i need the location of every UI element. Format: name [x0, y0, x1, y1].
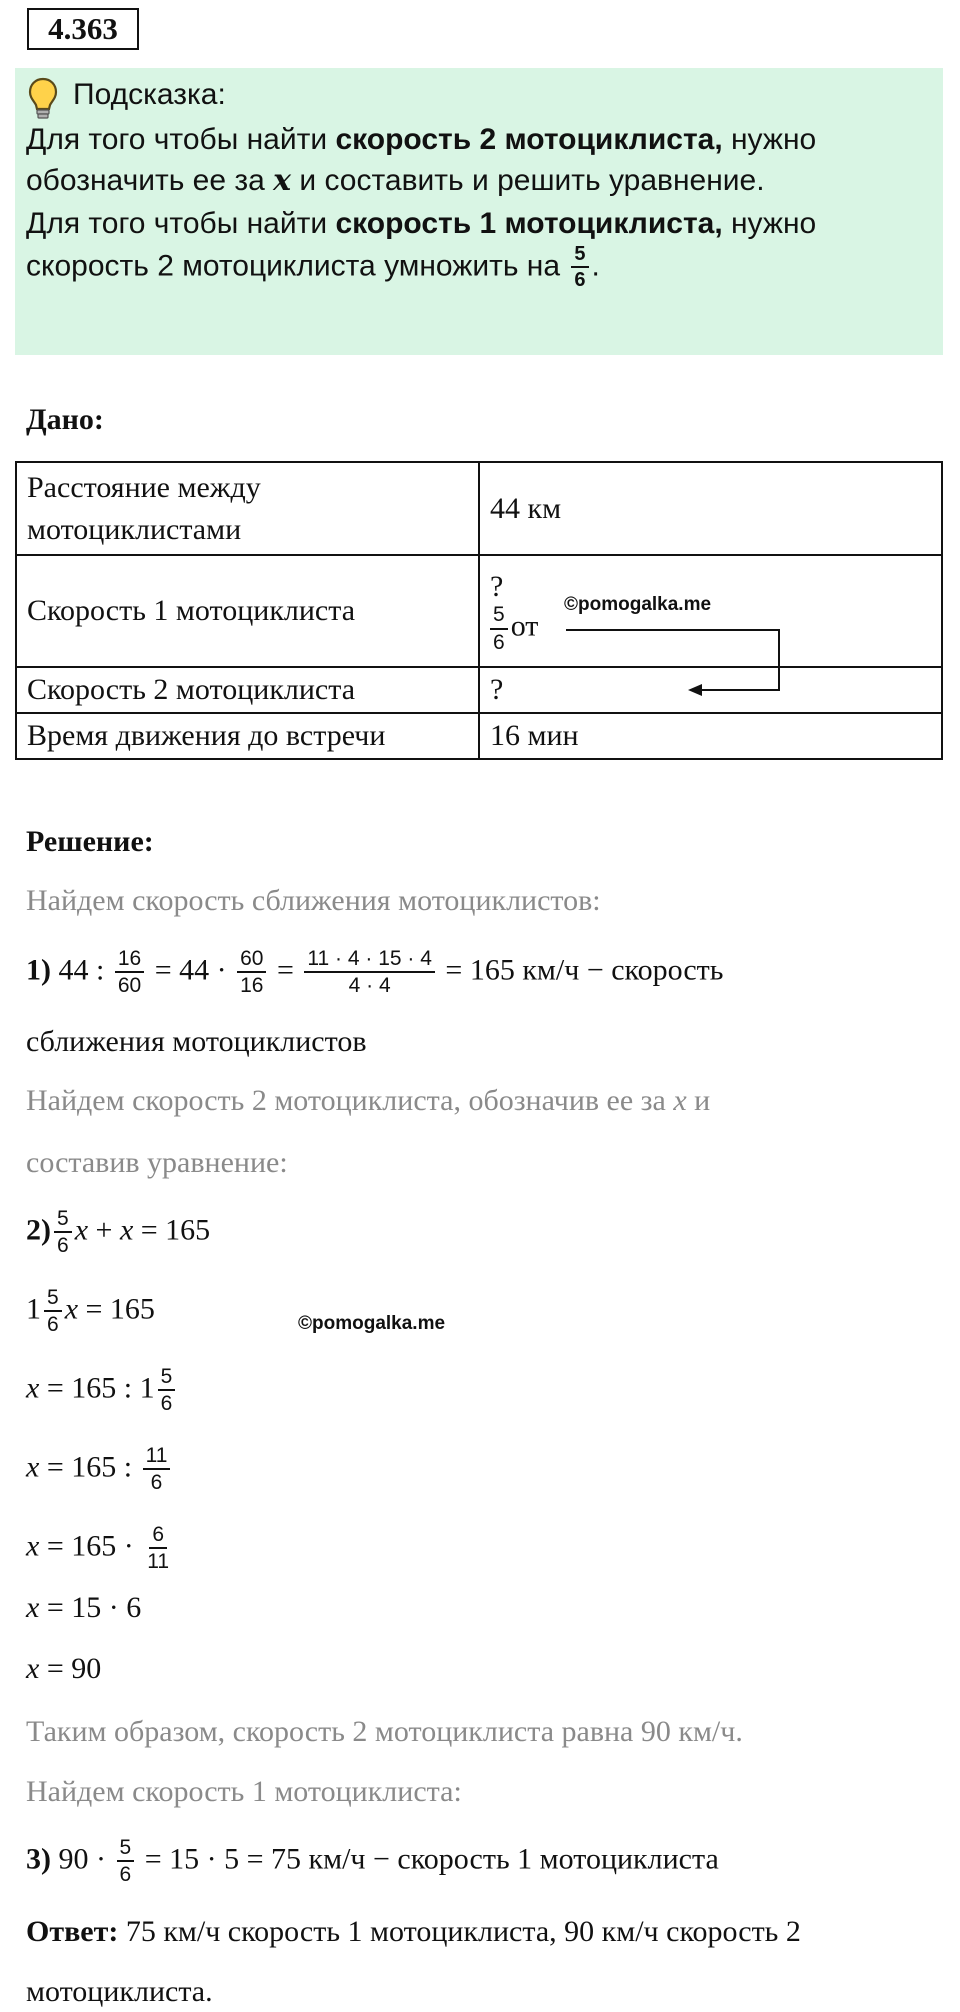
table-cell: 16 мин	[479, 713, 942, 759]
fraction: $\frac{5}{6}$	[117, 1837, 135, 1886]
solution-text: составив уравнение:	[26, 1146, 288, 1179]
step-2: 2) $\frac{5}{6}$ x + x = 165	[26, 1207, 211, 1258]
hint-line-4: скорость 2 мотоциклиста умножить на $\frac{5}{6}$ .	[26, 243, 600, 291]
solution-heading: Решение:	[26, 825, 154, 858]
table-cell: ? $\frac{5}{6}$ от ©pomogalka.me	[479, 555, 942, 667]
hint-line-1: Для того чтобы найти скорость 2 мотоциклиста, нужно	[26, 123, 817, 156]
lightbulb-icon	[27, 76, 59, 122]
answer: Ответ: 75 км/ч скорость 1 мотоциклиста, 90 км/ч скорость 2	[26, 1915, 801, 1948]
fraction: $\frac{11 \cdot 4 \cdot 15 \cdot 4}{4 \cdot 4}$	[304, 948, 435, 997]
table-cell: Скорость 2 мотоциклиста	[16, 667, 479, 713]
fraction: $\frac{11}{6}$	[143, 1445, 171, 1494]
table-row	[16, 667, 942, 713]
given-table	[15, 461, 943, 760]
solution-text: Найдем скорость сближения мотоциклистов:	[26, 884, 601, 917]
table-row	[16, 462, 942, 555]
answer-cont: мотоциклиста.	[26, 1975, 213, 2008]
table-cell: Расстояние между мотоциклистами	[16, 462, 479, 555]
fraction: $\frac{16}{60}$	[115, 948, 144, 997]
fraction: $\frac{5}{6}$	[54, 1208, 72, 1257]
fraction: $\frac{5}{6}$	[490, 604, 508, 653]
hint-line-2: обозначить ее за x и составить и решить уравнение.	[26, 163, 765, 198]
step-1-cont: сближения мотоциклистов	[26, 1025, 367, 1058]
fraction: $\frac{5}{6}$	[158, 1366, 176, 1415]
solution-text: Найдем скорость 1 мотоциклиста:	[26, 1775, 462, 1808]
solution-text: Найдем скорость 2 мотоциклиста, обозначив ее за x и	[26, 1084, 711, 1117]
fraction: $\frac{60}{16}$	[237, 948, 266, 997]
equation-line: x = 15 · 6	[26, 1591, 142, 1624]
table-cell: Скорость 1 мотоциклиста	[16, 555, 479, 667]
problem-number: 4.363	[27, 8, 139, 50]
given-heading: Дано:	[26, 403, 104, 436]
table-cell: ?	[479, 667, 942, 713]
table-cell: Время движения до встречи	[16, 713, 479, 759]
solution-text: Таким образом, скорость 2 мотоциклиста равна 90 км/ч.	[26, 1715, 743, 1748]
step-1: 1) 44 : $\frac{16}{60}$ = 44 · $\frac{60}{16}$ = $\frac{11 \cdot 4 \cdot 15 \cdot 4}{4 \cdot 4}$ = 165 км/ч − скорость	[26, 947, 724, 998]
fraction: $\frac{6}{11}$	[147, 1523, 170, 1574]
equation-line: x = 165 · $\frac{6}{11}$	[26, 1524, 175, 1573]
equation-line: 1 $\frac{5}{6}$ x = 165	[26, 1286, 155, 1337]
table-row	[16, 555, 942, 667]
equation-line: x = 90	[26, 1652, 102, 1685]
step-3: 3) 90 · $\frac{5}{6}$ = 15 · 5 = 75 км/ч − скорость 1 мотоциклиста	[26, 1836, 719, 1887]
watermark: ©pomogalka.me	[564, 594, 712, 615]
equation-line: x = 165 : 1 $\frac{5}{6}$	[26, 1366, 178, 1415]
table-row	[16, 713, 942, 759]
watermark: ©pomogalka.me	[298, 1313, 446, 1334]
fraction: $\frac{5}{6}$	[44, 1287, 62, 1336]
table-cell: 44 км	[479, 462, 942, 555]
hint-title: Подсказка:	[73, 78, 226, 111]
fraction: $\frac{5}{6}$	[571, 244, 588, 291]
equation-line: x = 165 : $\frac{11}{6}$	[26, 1445, 173, 1494]
hint-box	[15, 68, 943, 355]
hint-line-3: Для того чтобы найти скорость 1 мотоциклиста, нужно	[26, 207, 817, 240]
relation-arrow	[560, 620, 790, 696]
